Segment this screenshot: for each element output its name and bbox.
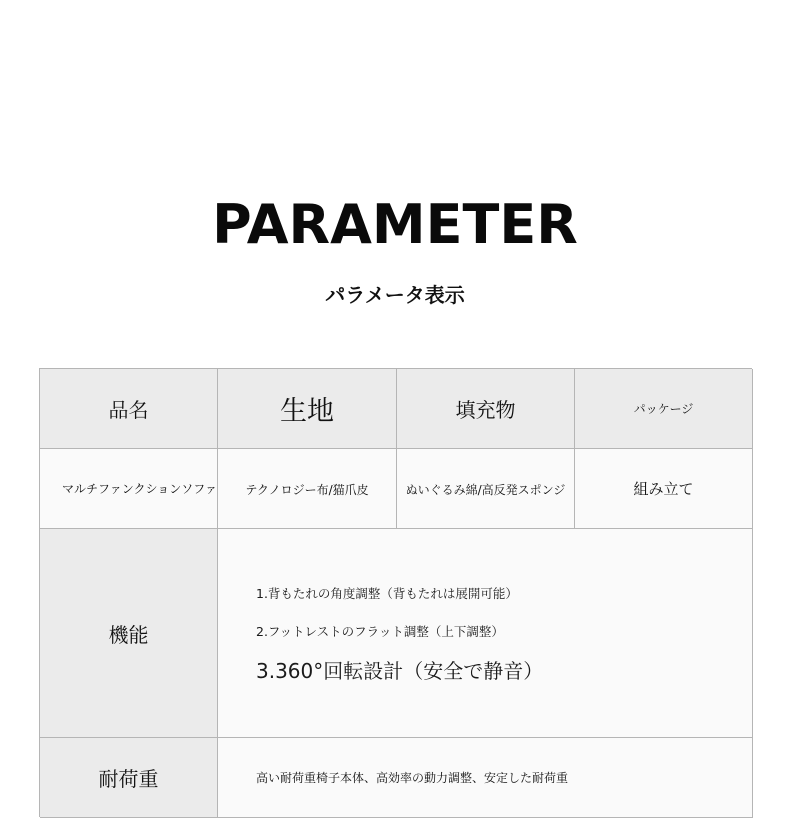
load-value: 高い耐荷重椅子本体、高効率の動力調整、安定した耐荷重 — [218, 738, 753, 818]
page-subtitle: パラメータ表示 — [325, 283, 465, 307]
filling-header: 填充物 — [397, 369, 575, 449]
parameter-table — [39, 368, 752, 817]
filling-value: ぬいぐるみ綿/高反発スポンジ — [397, 449, 575, 529]
function-item: 3.360°回転設計（安全で静音） — [256, 659, 544, 683]
product-name-header: 品名 — [40, 369, 218, 449]
function-item: 2.フットレストのフラット調整（上下調整） — [256, 624, 504, 639]
function-list — [218, 529, 753, 738]
fabric-header: 生地 — [218, 369, 397, 449]
package-value: 組み立て — [575, 449, 753, 529]
page-title: PARAMETER — [212, 193, 578, 256]
package-header: パッケージ — [575, 369, 753, 449]
function-item: 1.背もたれの角度調整（背もたれは展開可能） — [256, 586, 518, 601]
function-header: 機能 — [40, 529, 218, 738]
load-header: 耐荷重 — [40, 738, 218, 818]
fabric-value: テクノロジー布/猫爪皮 — [218, 449, 397, 529]
product-name-value: マルチファンクションソファ — [40, 449, 218, 529]
